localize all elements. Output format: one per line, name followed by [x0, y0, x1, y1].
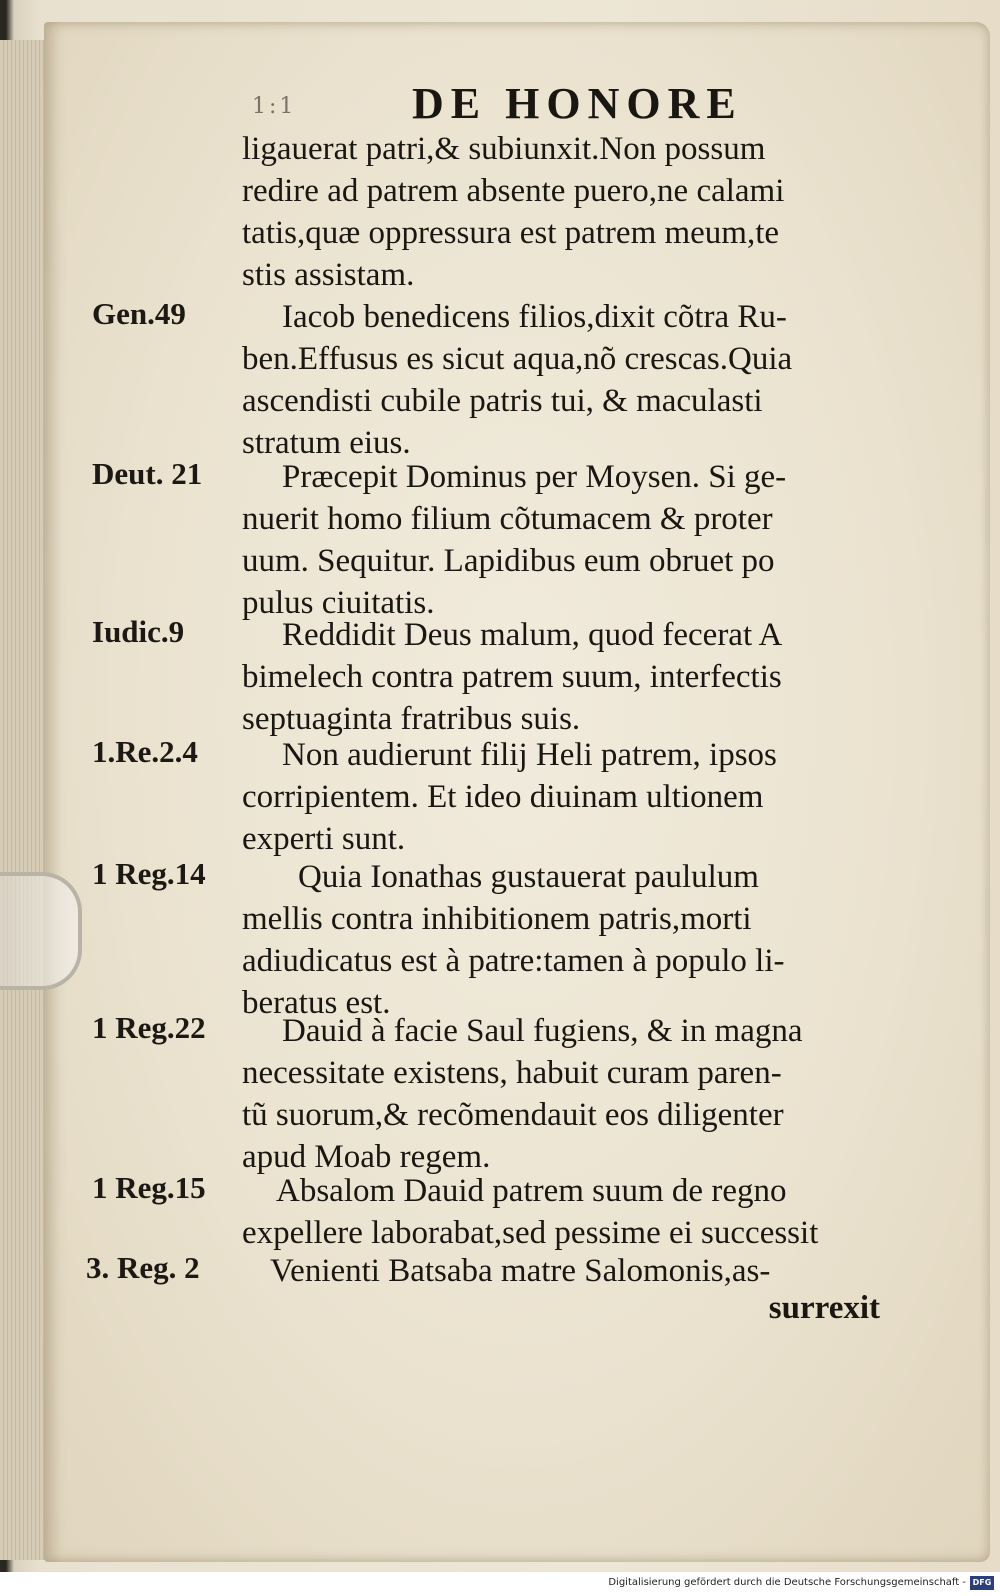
margin-reference: 1 Reg.22 [92, 1010, 206, 1045]
margin-reference: 1.Re.2.4 [92, 734, 198, 769]
margin-reference: Iudic.9 [92, 614, 185, 649]
folio-number: 1:1 [252, 94, 297, 119]
body-text: Quia Ionathas gustauerat paululum mellis contra inhibitionem patris,morti adiudicatus est à patre:tamen à populo li- beratus est. [242, 859, 785, 1021]
margin-reference: Gen.49 [92, 296, 186, 331]
margin-reference: 3. Reg. 2 [86, 1250, 200, 1285]
running-head: DE HONORE [412, 79, 743, 128]
body-text: Dauid à facie Saul fugiens, & in magna necessitate existens, habuit curam paren- tũ suorum,& recõmendauit eos diligenter apud Moab regem. [242, 1013, 803, 1175]
dfg-logo: DFG [970, 1576, 994, 1590]
catchword: surrexit [768, 1290, 880, 1326]
body-text: Iacob benedicens filios,dixit cõtra Ru- ben.Effusus es sicut aqua,nõ crescas.Quia ascendisti cubile patris tui, & maculasti stratum eius. [242, 299, 793, 461]
body-text: Non audierunt filij Heli patrem, ipsos corripientem. Et ideo diuinam ultionem experti sunt. [242, 737, 777, 857]
margin-reference: Deut. 21 [92, 456, 203, 491]
body-text: Præcepit Dominus per Moysen. Si ge- nuerit homo filium cõtumacem & proter uum. Sequitur. Lapidibus eum obruet po pulus ciuitatis. [242, 459, 787, 621]
body-text: Venienti Batsaba matre Salomonis,as- [270, 1253, 771, 1289]
body-text: Absalom Dauid patrem suum de regno expellere laborabat,sed pessime ei successit [242, 1173, 819, 1251]
digitization-footer [0, 1572, 1000, 1596]
page-edges [0, 40, 49, 1560]
body-text: Reddidit Deus malum, quod fecerat A bimelech contra patrem suum, interfectis septuaginta fratribus suis. [242, 617, 783, 737]
funding-credit: Digitalisierung gefördert durch die Deutsche Forschungsgemeinschaft - [608, 1577, 966, 1588]
page-clip [0, 872, 82, 990]
body-text: ligauerat patri,& subiunxit.Non possum redire ad patrem absente puero,ne calami tatis,quæ oppressura est patrem meum,te stis assistam. [242, 131, 785, 293]
margin-reference: 1 Reg.14 [92, 856, 206, 891]
margin-reference: 1 Reg.15 [92, 1170, 206, 1205]
